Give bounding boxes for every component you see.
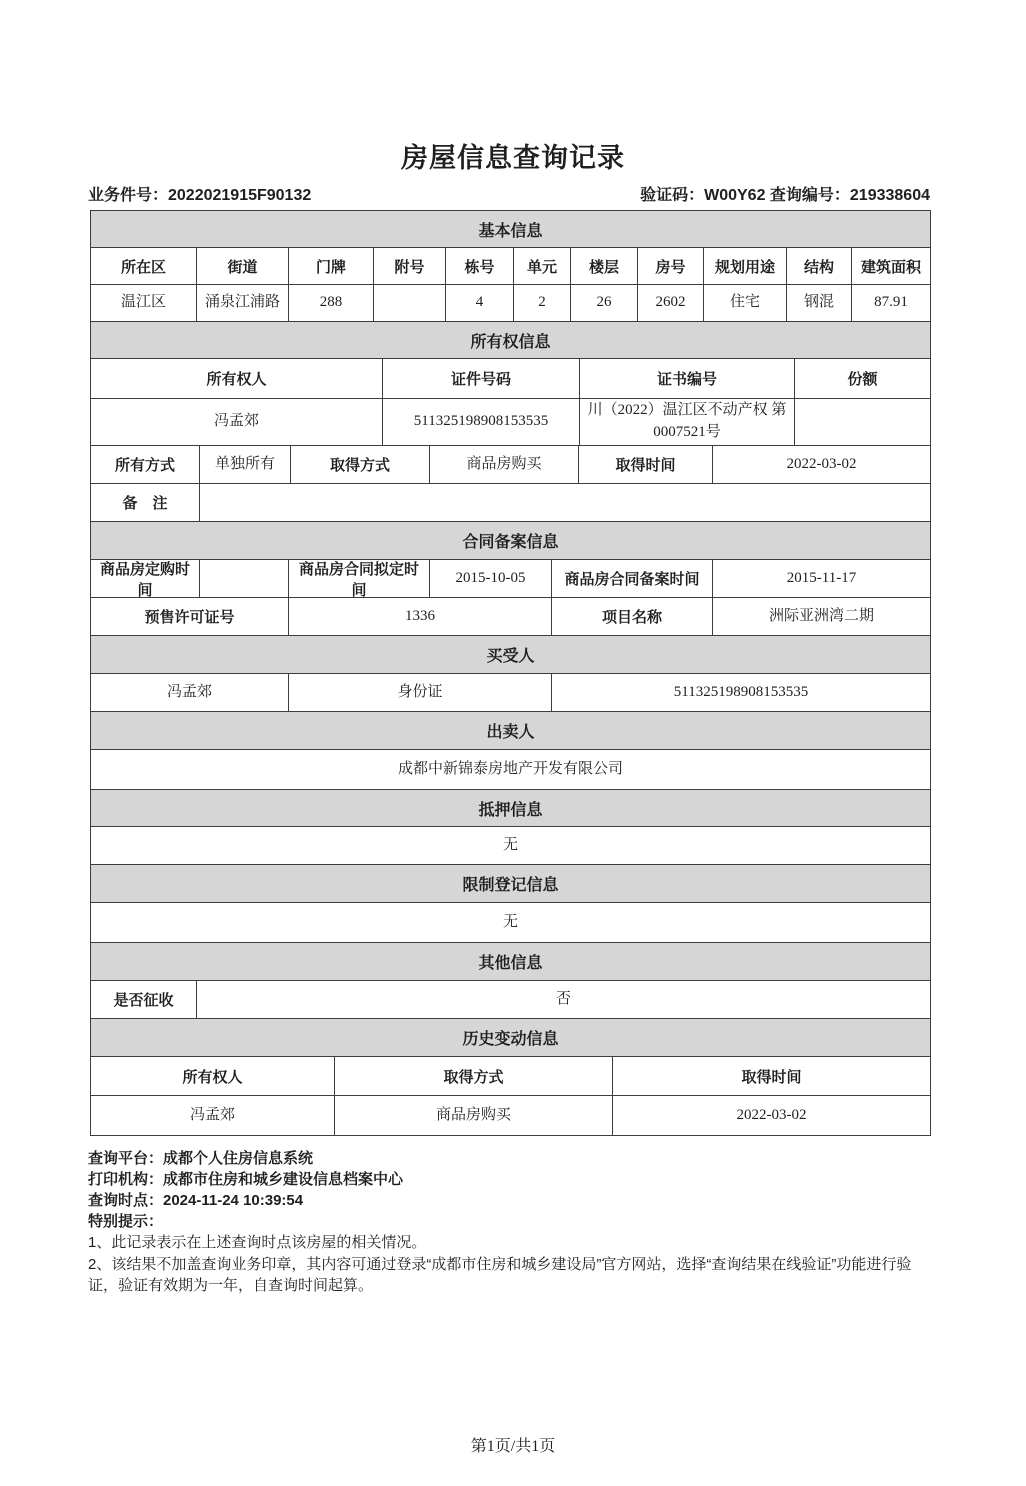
ownership-header-owner: 所有权人 <box>91 359 383 399</box>
acquire-mode-label: 取得方式 <box>291 446 430 484</box>
ownership-mode-value: 单独所有 <box>200 446 291 484</box>
presale-permit-value: 1336 <box>289 598 552 636</box>
basic-header-doorplate: 门牌 <box>289 248 374 285</box>
history-value-owner: 冯孟郊 <box>91 1096 335 1136</box>
basic-header-floor: 楼层 <box>571 248 638 285</box>
basic-value-street: 涌泉江浦路 <box>197 285 289 322</box>
history-value-acquire-time: 2022-03-02 <box>613 1096 931 1136</box>
basic-header-room-no: 房号 <box>638 248 704 285</box>
basic-header-structure: 结构 <box>787 248 852 285</box>
basic-value-building-no: 4 <box>446 285 514 322</box>
contract-order-time-label: 商品房定购时间 <box>91 560 200 598</box>
acquire-time-value: 2022-03-02 <box>713 446 931 484</box>
section-band-basic-info: 基本信息 <box>91 211 931 248</box>
basic-header-planned-use: 规划用途 <box>704 248 787 285</box>
header-meta-row <box>88 182 930 205</box>
buyer-id-number: 511325198908153535 <box>552 674 931 712</box>
print-agency-line: 打印机构：成都市住房和城乡建设信息档案中心 <box>88 1171 404 1188</box>
seller-name: 成都中新锦泰房地产开发有限公司 <box>91 750 931 790</box>
basic-header-unit: 单元 <box>514 248 571 285</box>
restriction-value: 无 <box>91 903 931 943</box>
special-notice-title: 特别提示： <box>88 1213 164 1230</box>
basic-header-building-no: 栋号 <box>446 248 514 285</box>
notice-item-1: 1、此记录表示在上述查询时点该房屋的相关情况。 <box>88 1234 427 1251</box>
buyer-id-type: 身份证 <box>289 674 552 712</box>
basic-header-district: 所在区 <box>91 248 197 285</box>
section-band-history-info: 历史变动信息 <box>91 1019 931 1057</box>
basic-header-attached-no: 附号 <box>374 248 446 285</box>
contract-draft-time-label: 商品房合同拟定时间 <box>289 560 430 598</box>
basic-value-room-no: 2602 <box>638 285 704 322</box>
basic-value-structure: 钢混 <box>787 285 852 322</box>
history-value-acquire-mode: 商品房购买 <box>335 1096 613 1136</box>
page-title: 房屋信息查询记录 <box>401 143 625 173</box>
ownership-value-certificate-no: 川（2022）温江区不动产权 第0007521号 <box>580 399 795 446</box>
housing-record-table <box>90 210 931 1136</box>
history-header-owner: 所有权人 <box>91 1057 335 1096</box>
basic-value-district: 温江区 <box>91 285 197 322</box>
ownership-header-id-number: 证件号码 <box>383 359 580 399</box>
contract-draft-time-value: 2015-10-05 <box>430 560 552 598</box>
mortgage-value: 无 <box>91 827 931 865</box>
section-band-restriction-info: 限制登记信息 <box>91 865 931 903</box>
business-file-number: 业务件号：2022021915F90132 <box>88 187 312 204</box>
presale-permit-label: 预售许可证号 <box>91 598 289 636</box>
page-number: 第1页/共1页 <box>470 1438 556 1455</box>
basic-header-floor-area: 建筑面积 <box>852 248 931 285</box>
acquire-time-label: 取得时间 <box>579 446 713 484</box>
ownership-mode-label: 所有方式 <box>91 446 200 484</box>
basic-value-floor-area: 87.91 <box>852 285 931 322</box>
section-band-other-info: 其他信息 <box>91 943 931 981</box>
ownership-value-owner: 冯孟郊 <box>91 399 383 446</box>
verification-and-query-number: 验证码：W00Y62 查询编号：219338604 <box>640 187 930 204</box>
basic-value-planned-use: 住宅 <box>704 285 787 322</box>
basic-value-doorplate: 288 <box>289 285 374 322</box>
contract-order-time-value <box>200 560 289 598</box>
ownership-header-share: 份额 <box>795 359 931 399</box>
requisition-label: 是否征收 <box>91 981 197 1019</box>
history-header-acquire-mode: 取得方式 <box>335 1057 613 1096</box>
notice-item-2: 2、该结果不加盖查询业务印章，其内容可通过登录“成都市住房和城乡建设局”官方网站，选择“查询结果在线验证”功能进行验证，验证有效期为一年，自查询时间起算。 <box>88 1255 912 1294</box>
contract-record-time-value: 2015-11-17 <box>713 560 931 598</box>
basic-value-unit: 2 <box>514 285 571 322</box>
ownership-header-certificate-no: 证书编号 <box>580 359 795 399</box>
section-band-contract-filing-info: 合同备案信息 <box>91 522 931 560</box>
project-name-label: 项目名称 <box>552 598 713 636</box>
query-platform-line: 查询平台：成都个人住房信息系统 <box>88 1150 314 1167</box>
ownership-value-share <box>795 399 931 446</box>
basic-header-street: 街道 <box>197 248 289 285</box>
query-time-line: 查询时点：2024-11-24 10:39:54 <box>88 1192 304 1209</box>
remark-value <box>200 484 931 522</box>
section-band-seller: 出卖人 <box>91 712 931 750</box>
basic-value-attached-no <box>374 285 446 322</box>
section-band-mortgage-info: 抵押信息 <box>91 790 931 827</box>
project-name-value: 洲际亚洲湾二期 <box>713 598 931 636</box>
buyer-name: 冯孟郊 <box>91 674 289 712</box>
footer-notes <box>88 1148 933 1297</box>
remark-label: 备 注 <box>91 484 200 522</box>
contract-record-time-label: 商品房合同备案时间 <box>552 560 713 598</box>
history-header-acquire-time: 取得时间 <box>613 1057 931 1096</box>
acquire-mode-value: 商品房购买 <box>430 446 579 484</box>
ownership-value-id-number: 511325198908153535 <box>383 399 580 446</box>
requisition-value: 否 <box>197 981 931 1019</box>
section-band-buyer: 买受人 <box>91 636 931 674</box>
section-band-ownership-info: 所有权信息 <box>91 322 931 359</box>
basic-value-floor: 26 <box>571 285 638 322</box>
